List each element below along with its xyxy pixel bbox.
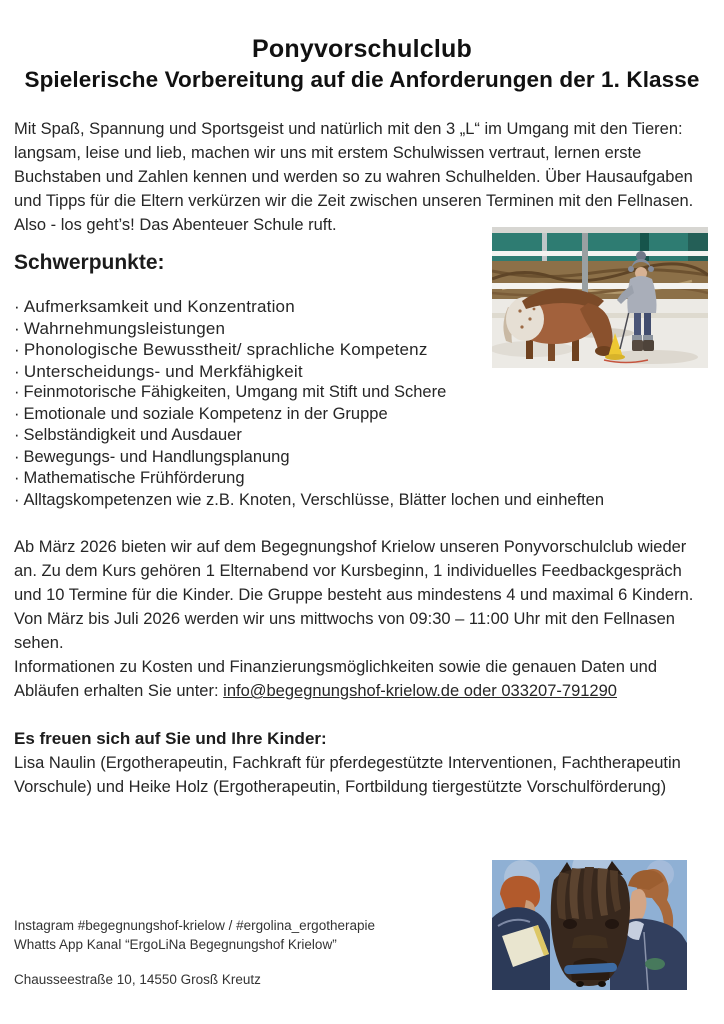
list-item-label: Bewegungs- und Handlungsplanung <box>23 447 290 466</box>
pony-head-closeup-with-children-photo <box>492 860 687 990</box>
whatsapp-line: Whatts App Kanal “ErgoLiNa Begegnungshof Krielow” <box>14 937 337 952</box>
bullet-glyph: · <box>14 318 20 338</box>
address-line: Chausseestraße 10, 14550 Grosß Kreutz <box>14 972 261 987</box>
list-item-label: Unterscheidungs- und Merkfähigkeit <box>23 361 303 381</box>
bullet-glyph: · <box>14 361 20 381</box>
bullet-glyph: · <box>14 490 20 509</box>
list-item <box>14 318 710 340</box>
list-item <box>14 361 710 383</box>
bullet-glyph: · <box>14 340 20 359</box>
course-paragraph: Ab März 2026 bieten wir auf dem Begegnungshof Krielow unseren Ponyvorschulclub wieder an. Zu dem Kurs gehören 1 Elternabend vor Kursbeginn, 1 individuelles Feedbackgespräch und 10 Termine für die Kinder. Die Gruppe besteht aus mindestens 4 und maximal 6 Kindern. Von März bis Juli 2026 werden wir uns mittwochs von 09:30 – 11:00 Uhr mit den Fellnasen sehen. <box>14 538 694 652</box>
list-item <box>14 382 710 404</box>
header <box>0 34 724 95</box>
list-item-label: Selbständigkeit und Ausdauer <box>23 426 242 444</box>
bullet-glyph: · <box>14 297 20 316</box>
course-info-block <box>14 535 710 703</box>
list-item <box>14 339 710 361</box>
page-subtitle: Spielerische Vorbereitung auf die Anforderungen der 1. Klasse <box>24 67 700 92</box>
list-item <box>14 425 710 447</box>
team-description: Lisa Naulin (Ergotherapeutin, Fachkraft für pferdegestützte Interventionen, Fachtherapeutin Vorschule) und Heike Holz (Ergotherapeutin, Fortbildung tiergestützte Vorschulförderung) <box>14 754 681 796</box>
list-item <box>14 468 710 490</box>
list-item <box>14 447 710 469</box>
contact-info-prefix: Informationen zu Kosten und Finanzierungsmöglichkeiten sowie die genauen Daten und Abläufen erhalten Sie unter: <box>14 658 658 700</box>
list-item-label: Emotionale und soziale Kompetenz in der Gruppe <box>23 404 388 423</box>
list-item-label: Aufmerksamkeit und Konzentration <box>23 297 295 316</box>
bullet-glyph: · <box>14 469 20 487</box>
contact-email-phone-link[interactable]: info@begegnungshof-krielow.de oder 033207-791290 <box>223 682 617 700</box>
bullet-glyph: · <box>14 426 20 444</box>
list-item-label: Phonologische Bewusstheit/ sprachliche Kompetenz <box>23 340 428 359</box>
call-to-action: Also - los geht’s! Das Abenteuer Schule ruft. <box>14 216 337 234</box>
bullet-glyph: · <box>14 447 20 466</box>
list-item-label: Mathematische Frühförderung <box>23 469 245 487</box>
intro-paragraph: Mit Spaß, Spannung und Sportsgeist und natürlich mit den 3 „L“ im Umgang mit den Tieren: langsam, leise und lieb, machen wir uns mit erstem Schulwissen vertraut, lernen erste Buchstaben und Zahlen kennen und werden so zu wahren Schulhelden. Über Hausaufgaben und Tipps für die Eltern verkürzen wir die Zeit zwischen unseren Terminen mit den Fellnasen. <box>14 120 694 210</box>
focus-list <box>14 296 710 511</box>
footer <box>14 916 375 989</box>
bullet-glyph: · <box>14 404 20 423</box>
bullet-glyph: · <box>14 383 20 401</box>
instagram-line: Instagram #begegnungshof-krielow / #ergolina_ergotherapie <box>14 918 375 933</box>
team-heading: Es freuen sich auf Sie und Ihre Kinder: <box>14 729 327 748</box>
list-item <box>14 404 710 426</box>
focus-heading: Schwerpunkte: <box>14 251 165 274</box>
list-item <box>14 296 710 318</box>
list-item-label: Alltagskompetenzen wie z.B. Knoten, Verschlüsse, Blätter lochen und einheften <box>23 490 605 509</box>
list-item <box>14 490 710 512</box>
main-content <box>14 117 710 799</box>
page-title: Ponyvorschulclub <box>252 35 472 63</box>
contact-info-line <box>14 655 710 703</box>
list-item-label: Feinmotorische Fähigkeiten, Umgang mit Stift und Schere <box>23 383 447 401</box>
list-item-label: Wahrnehmungsleistungen <box>23 318 226 338</box>
